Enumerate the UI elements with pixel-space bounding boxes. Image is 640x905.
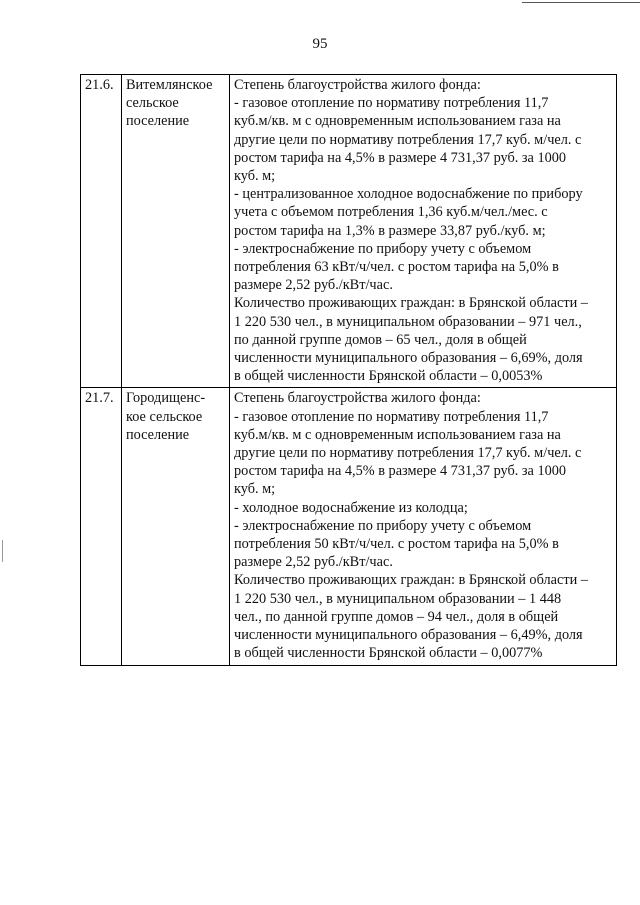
housing-description: [230, 388, 617, 665]
top-edge-rule: [522, 2, 640, 3]
electricity-item: - электроснабжение по прибору учету с объемом потребления 50 кВт/ч/чел. с ростом тарифа на 5,0% в размере 2,52 руб./кВт/час.: [234, 517, 559, 571]
housing-description: [230, 75, 617, 388]
row-number: 21.7.: [81, 388, 122, 665]
row-number: 21.6.: [81, 75, 122, 388]
settlement-name: Витемлянское сельское поселение: [122, 75, 230, 388]
gas-heating-item: - газовое отопление по нормативу потребления 11,7 куб.м/кв. м с одновременным использованием газа на другие цели по нормативу потребления 17,7 куб. м/чел. с ростом тарифа на 4,5% в размере 4 731,37 руб. за 1000 куб. м;: [234, 95, 582, 185]
table-row: [81, 388, 617, 665]
electricity-item: - электроснабжение по прибору учету с объемом потребления 63 кВт/ч/чел. с ростом тарифа на 5,0% в размере 2,52 руб./кВт/час.: [234, 240, 559, 294]
description-heading: Степень благоустройства жилого фонда:: [234, 77, 481, 93]
water-supply-item: - холодное водоснабжение из колодца;: [234, 499, 468, 516]
scan-margin-mark: [2, 540, 3, 562]
population-item: Количество проживающих граждан: в Брянской области – 1 220 530 чел., в муниципальном образовании – 1 448 чел., по данной группе домов – 94 чел., доля в общей численности муниципального образования – 6,49%, доля в общей численности Брянской области – 0,0077%: [234, 572, 588, 662]
description-heading: Степень благоустройства жилого фонда:: [234, 390, 481, 407]
settlement-table: [80, 74, 617, 666]
population-item: Количество проживающих граждан: в Брянской области – 1 220 530 чел., в муниципальном образовании – 971 чел., по данной группе домов – 65 чел., доля в общей численности муниципального образования – 6,69%, доля в общей численности Брянской области – 0,0053%: [234, 295, 588, 385]
settlement-name: Городищенс- кое сельское поселение: [122, 388, 230, 665]
page-number: 95: [312, 36, 328, 52]
table-row: [81, 75, 617, 388]
water-supply-item: - централизованное холодное водоснабжение по прибору учета с объемом потребления 1,36 куб.м/чел./мес. с ростом тарифа на 1,3% в размере 33,87 руб./куб. м;: [234, 186, 583, 239]
gas-heating-item: - газовое отопление по нормативу потребления 11,7 куб.м/кв. м с одновременным использованием газа на другие цели по нормативу потребления 17,7 куб. м/чел. с ростом тарифа на 4,5% в размере 4 731,37 руб. за 1000 куб. м;: [234, 408, 582, 498]
